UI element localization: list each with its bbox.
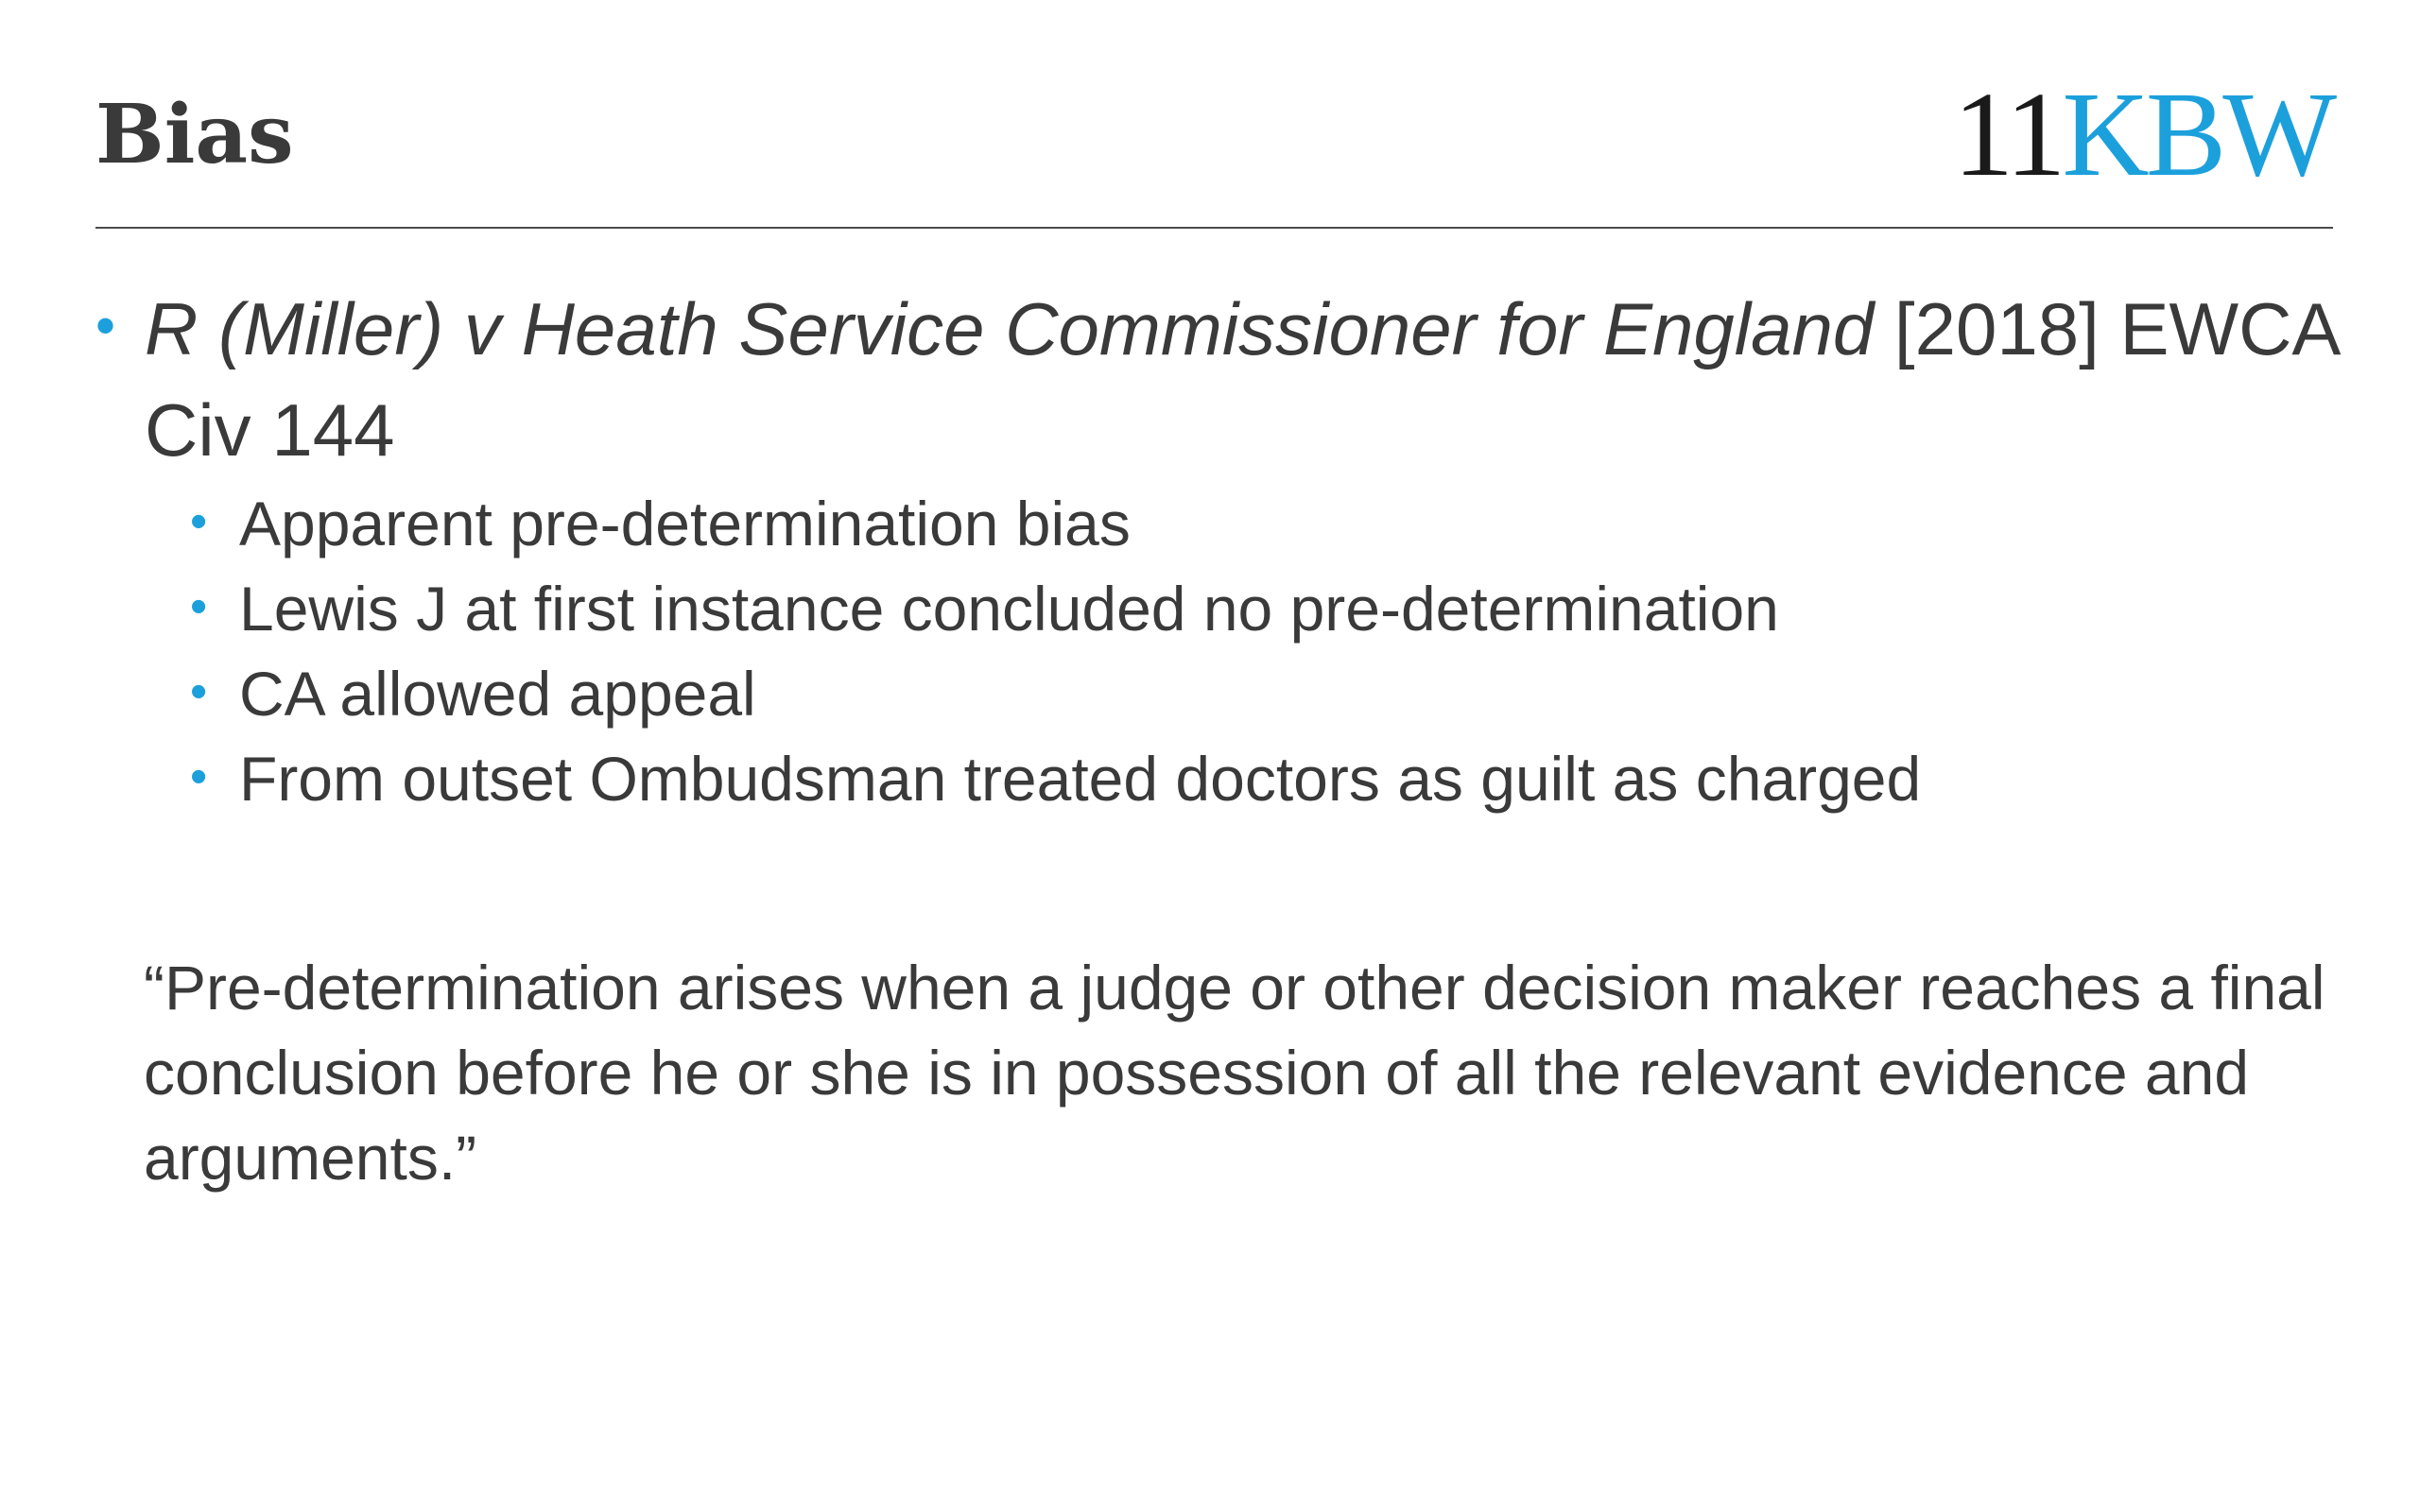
title-divider [95,227,2333,229]
list-item [95,651,2345,736]
bullet-icon: • [190,664,208,719]
bullet-icon: • [190,749,208,804]
sub-point-text: Lewis J at first instance concluded no pre-determination [239,574,1779,644]
slide-title: Bias [95,87,294,182]
bullet-icon: • [95,294,116,357]
case-citation: [2018] EWCA Civ 144 [145,287,2338,472]
sub-point-list [95,481,2345,821]
sub-point-text: Apparent pre-determination bias [239,489,1131,558]
slide-body [95,279,2345,821]
bullet-icon: • [190,494,208,549]
quotation: “Pre-determination arises when a judge or other decision maker reaches a final conclusion before he or she is in possession of all the relevant evidence and arguments.” [144,953,2325,1193]
list-item [95,566,2345,651]
sub-point-text: From outset Ombudsman treated doctors as guilt as charged [239,744,1922,814]
kbw-logo [1953,67,2333,201]
list-item [95,481,2345,566]
case-bullet [95,279,2345,481]
list-item [95,736,2345,821]
bullet-icon: • [190,579,208,634]
sub-point-text: CA allowed appeal [239,659,756,729]
logo-number: 11 [1953,67,2063,201]
case-name: R (Miller) v Heath Service Commissioner for England [145,287,1875,370]
logo-letters: KBW [2062,67,2333,201]
